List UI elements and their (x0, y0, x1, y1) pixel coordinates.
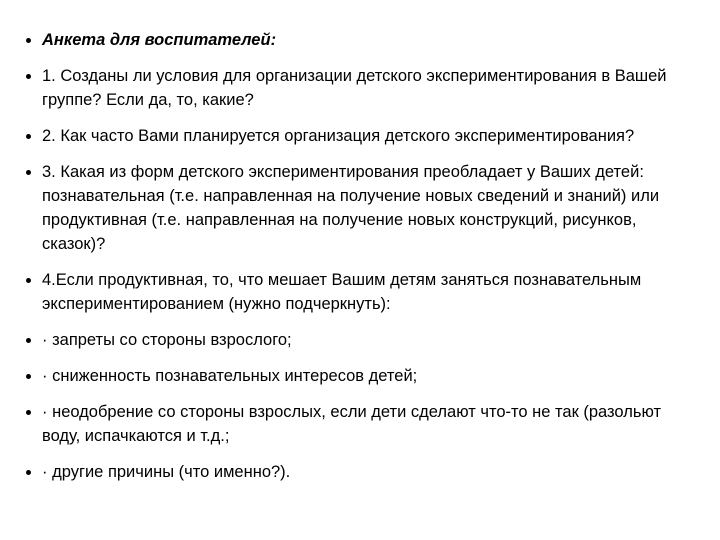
list-item-question-2 (26, 124, 686, 148)
list-item-text: 3. Какая из форм детского экспериментирования преобладает у Ваших детей: познавательная (т.е. направленная на получение новых сведений и знаний) или продуктивная (т.е. направленная на получение новых конструкций, рисунков, сказок)? (42, 163, 660, 253)
list-item-title (26, 28, 686, 52)
list-item-question-4 (26, 268, 686, 316)
list-item-option-2 (26, 364, 686, 388)
list-item-text: · другие причины (что именно?). (42, 463, 291, 481)
list-item-text: · неодобрение со стороны взрослых, если дети сделают что-то не так (разольют воду, испачкаются и т.д.; (42, 403, 662, 445)
bullet-icon (26, 74, 31, 79)
list-item-question-1 (26, 64, 686, 112)
list-item-text: 1. Созданы ли условия для организации детского экспериментирования в Вашей группе? Если да, то, какие? (42, 67, 667, 109)
bullet-icon (26, 38, 31, 43)
bullet-icon (26, 170, 31, 175)
list-item-question-3 (26, 160, 686, 256)
bullet-icon (26, 278, 31, 283)
list-item-text: · запреты со стороны взрослого; (42, 331, 292, 349)
list-item-text: 4.Если продуктивная, то, что мешает Вашим детям заняться познавательным экспериментированием (нужно подчеркнуть): (42, 271, 642, 313)
bullet-icon (26, 470, 31, 475)
bullet-icon (26, 134, 31, 139)
list-item-option-1 (26, 328, 686, 352)
bullet-icon (26, 374, 31, 379)
list-item-text: · сниженность познавательных интересов детей; (42, 367, 418, 385)
list-item-text: 2. Как часто Вами планируется организация детского экспериментирования? (42, 127, 635, 145)
list-item-option-4 (26, 460, 686, 484)
questionnaire-title: Анкета для воспитателей: (42, 31, 277, 49)
bullet-icon (26, 410, 31, 415)
list-item-option-3 (26, 400, 686, 448)
bullet-icon (26, 338, 31, 343)
questionnaire-list (26, 28, 686, 496)
